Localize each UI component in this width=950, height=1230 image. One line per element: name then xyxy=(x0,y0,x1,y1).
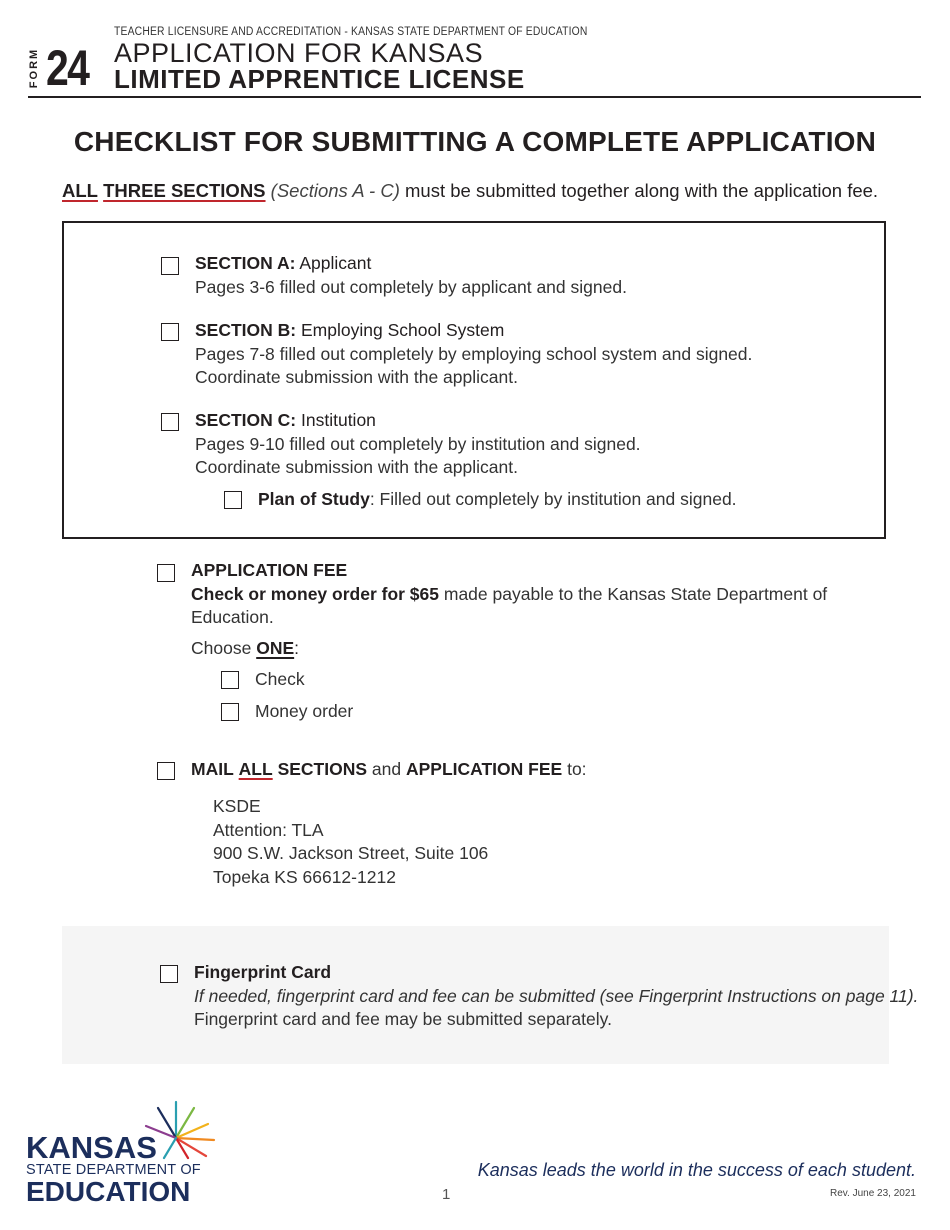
ksde-logo xyxy=(26,1100,226,1210)
mail-checkbox[interactable] xyxy=(157,762,175,780)
intro-text: ALL THREE SECTIONS (Sections A - C) must be submitted together along with the application fee. xyxy=(62,180,879,201)
footer-tagline: Kansas leads the world in the success of each student. xyxy=(477,1160,916,1180)
logo-kansas: KANSAS xyxy=(26,1130,157,1165)
revision-date: Rev. June 23, 2021 xyxy=(830,1188,916,1199)
section-b-checkbox[interactable] xyxy=(161,323,179,341)
section-a: SECTION A: Applicant Pages 3-6 filled out completely by applicant and signed. xyxy=(195,253,627,297)
check-option-label: Check xyxy=(255,669,305,689)
fingerprint-checkbox[interactable] xyxy=(160,965,178,983)
plan-of-study: Plan of Study: Filled out completely by institution and signed. xyxy=(258,489,737,509)
fingerprint-card: Fingerprint Card If needed, fingerprint card and fee can be submitted (see Fingerprint Instructions on page 11). Fingerprint card and fee may be submitted separately. xyxy=(194,962,919,1029)
mailing-address: KSDE Attention: TLA 900 S.W. Jackson Street, Suite 106 Topeka KS 66612-1212 xyxy=(213,796,489,887)
logo-state-dept: STATE DEPARTMENT OF xyxy=(26,1162,201,1178)
title-line-1: APPLICATION FOR KANSAS xyxy=(114,38,484,68)
form-number: 24 xyxy=(46,40,89,96)
form-label: FORM xyxy=(28,47,41,89)
application-fee: APPLICATION FEE Check or money order for $65 made payable to the Kansas State Department of Education. xyxy=(191,560,828,627)
money-order-option-label: Money order xyxy=(255,701,354,721)
money-order-option-checkbox[interactable] xyxy=(221,703,239,721)
section-a-checkbox[interactable] xyxy=(161,257,179,275)
header-rule xyxy=(28,96,921,98)
application-fee-checkbox[interactable] xyxy=(157,564,175,582)
header-supertitle: TEACHER LICENSURE AND ACCREDITATION - KANSAS STATE DEPARTMENT OF EDUCATION xyxy=(114,26,588,38)
mail-instruction: MAIL ALL SECTIONS and APPLICATION FEE to: xyxy=(191,759,587,779)
logo-education: EDUCATION xyxy=(26,1176,191,1207)
plan-of-study-checkbox[interactable] xyxy=(224,491,242,509)
choose-one: Choose ONE: xyxy=(191,638,300,658)
title-line-2: LIMITED APPRENTICE LICENSE xyxy=(114,64,525,94)
page-number: 1 xyxy=(442,1186,451,1203)
section-c: SECTION C: Institution Pages 9-10 filled out completely by institution and signed. Coordinate submission with the applicant. xyxy=(195,410,641,477)
check-option-checkbox[interactable] xyxy=(221,671,239,689)
section-c-checkbox[interactable] xyxy=(161,413,179,431)
checklist-title: CHECKLIST FOR SUBMITTING A COMPLETE APPLICATION xyxy=(73,126,877,157)
section-b: SECTION B: Employing School System Pages 7-8 filled out completely by employing school system and signed. Coordinate submission with the applicant. xyxy=(195,320,753,387)
